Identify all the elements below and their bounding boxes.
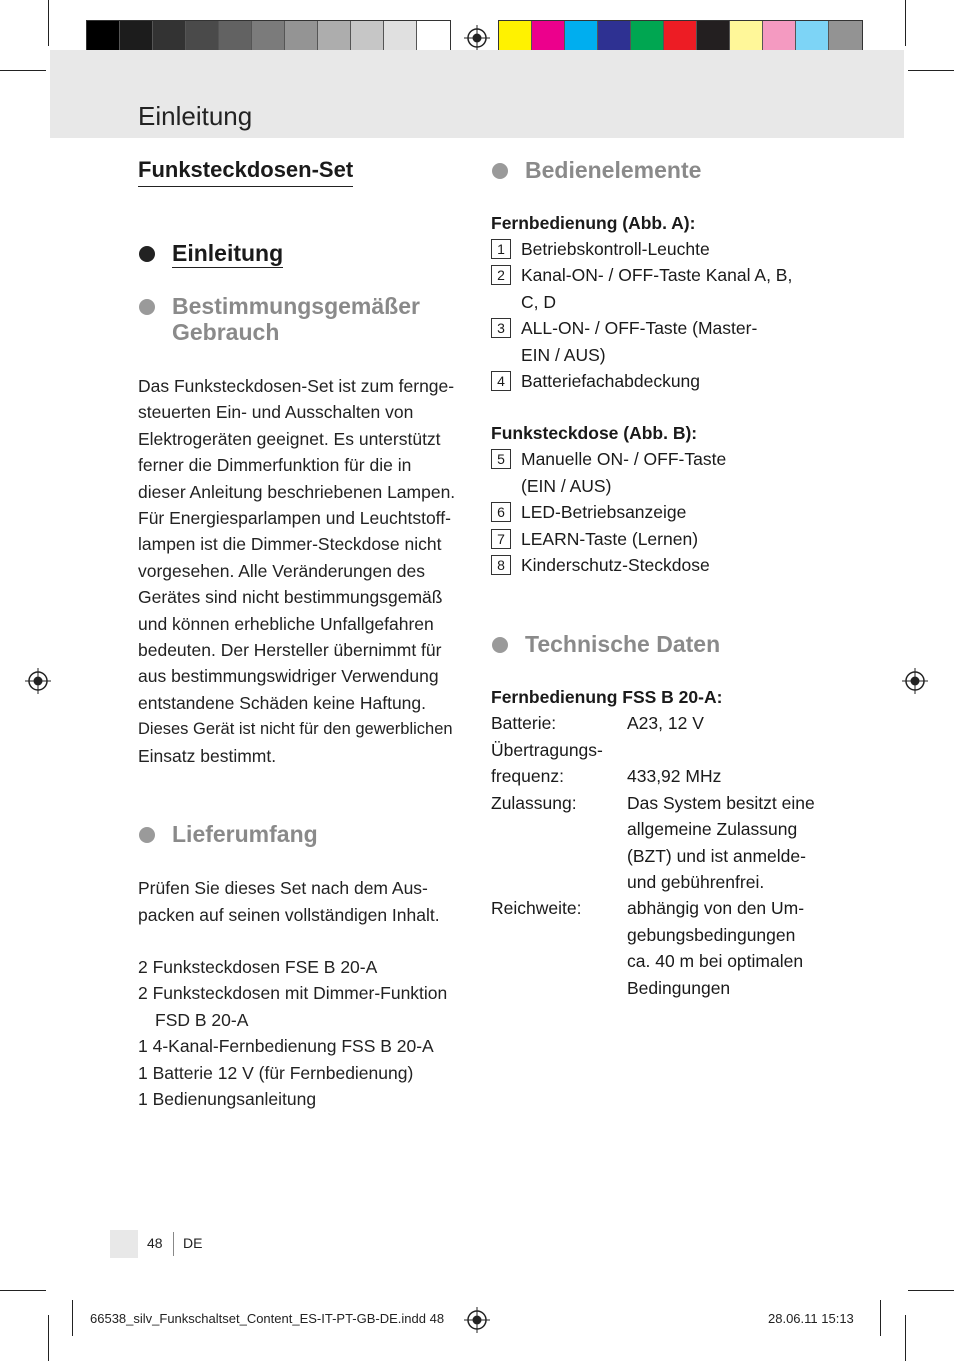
- section-heading-technical-data: Technische Daten: [491, 631, 831, 657]
- paragraph-line: Gerätes sind nicht bestimmungsgemäß: [138, 587, 443, 608]
- list-item: FSD B 20-A: [155, 1009, 249, 1030]
- spec-value-line: abhängig von den Um-: [627, 898, 805, 919]
- list-item: 1 Bedienungsanleitung: [138, 1088, 317, 1109]
- part-number: 8: [491, 555, 511, 575]
- paragraph-line: Dieses Gerät ist nicht für den gewerblichen: [138, 720, 453, 739]
- part-label: [521, 446, 831, 499]
- spec-value: [627, 737, 831, 763]
- spec-key: frequenz:: [491, 766, 564, 787]
- spec-value: [627, 763, 831, 789]
- intended-use-paragraph: [138, 373, 468, 769]
- part-label: [521, 526, 831, 552]
- list-item: 1 Batterie 12 V (für Fernbedienung): [138, 1062, 414, 1083]
- paragraph-line: lampen ist die Dimmer-Steckdose nicht: [138, 534, 442, 555]
- spec-key: Zulassung:: [491, 792, 577, 813]
- page-number: 48: [147, 1235, 163, 1251]
- part-number: 5: [491, 449, 511, 469]
- page-number-tab: [110, 1230, 138, 1258]
- spec-value: [627, 710, 831, 736]
- part-item: [491, 368, 831, 394]
- part-item: [491, 499, 831, 525]
- paragraph-line: Elektrogeräten geeignet. Es unterstützt: [138, 428, 441, 449]
- crop-mark: [0, 1290, 46, 1291]
- part-label-line: ALL-ON- / OFF-Taste (Master-: [521, 318, 758, 339]
- crop-mark: [48, 1315, 49, 1361]
- spec-row: [491, 710, 831, 736]
- language-code: DE: [183, 1235, 203, 1251]
- spec-value-line: [627, 737, 831, 763]
- spec-row: [491, 737, 831, 763]
- part-label-line: LEARN-Taste (Lernen): [521, 528, 699, 549]
- section-heading-controls: Bedienelemente: [491, 157, 831, 183]
- paragraph-line: Für Energiesparlampen und Leuchtstoff-: [138, 508, 451, 529]
- part-label: [521, 236, 831, 262]
- paragraph-line: Prüfen Sie dieses Set nach dem Aus-: [138, 878, 428, 899]
- list-item: 2 Funksteckdosen FSE B 20-A: [138, 956, 378, 977]
- crop-mark: [905, 1315, 906, 1361]
- part-number: 7: [491, 529, 511, 549]
- part-label-line: C, D: [521, 291, 556, 312]
- part-item: [491, 526, 831, 552]
- paragraph-line: aus bestimmungswidriger Verwendung: [138, 666, 439, 687]
- product-heading: Funksteckdosen-Set: [138, 155, 353, 187]
- paragraph-line: Einsatz bestimmt.: [138, 745, 277, 766]
- part-label-line: Kinderschutz-Steckdose: [521, 555, 710, 576]
- registration-mark-icon: [902, 668, 928, 694]
- left-column: [138, 150, 468, 1112]
- part-item: [491, 552, 831, 578]
- part-number: 1: [491, 239, 511, 259]
- part-number: 3: [491, 318, 511, 338]
- spec-row: [491, 790, 831, 896]
- part-label-line: Batteriefachabdeckung: [521, 371, 701, 392]
- paragraph-line: dieser Anleitung beschriebenen Lampen.: [138, 481, 456, 502]
- scope-intro-paragraph: [138, 875, 468, 928]
- part-label-line: LED-Betriebsanzeige: [521, 502, 687, 523]
- paragraph-line: Das Funksteckdosen-Set ist zum fernge-: [138, 376, 455, 396]
- paragraph-line: und können erhebliche Unfallgefahren: [138, 613, 434, 634]
- spec-value-line: gebungsbedingungen: [627, 924, 796, 945]
- list-item: 1 4-Kanal-Fernbedienung FSS B 20-A: [138, 1036, 434, 1057]
- remote-control-parts-list: [491, 236, 831, 394]
- slug-file-name: 66538_silv_Funkschaltset_Content_ES-IT-PT-GB-DE.indd 48: [90, 1311, 445, 1326]
- part-label: [521, 262, 831, 315]
- list-item: 2 Funksteckdosen mit Dimmer-Funktion: [138, 983, 448, 1004]
- remote-control-heading: Fernbedienung (Abb. A):: [491, 213, 696, 233]
- part-label-line: Manuelle ON- / OFF-Taste: [521, 449, 727, 470]
- crop-mark: [908, 1290, 954, 1291]
- part-label: [521, 315, 831, 368]
- spec-value-line: und gebührenfrei.: [627, 871, 765, 892]
- spec-key: Reichweite:: [491, 898, 582, 919]
- spec-row: [491, 895, 831, 1001]
- part-label: [521, 499, 831, 525]
- spec-value-line: 433,92 MHz: [627, 766, 722, 787]
- spec-value-line: ca. 40 m bei optimalen: [627, 951, 804, 972]
- part-label-line: EIN / AUS): [521, 344, 606, 365]
- slug-date: 28.06.11 15:13: [768, 1311, 854, 1326]
- paragraph-line: ferner die Dimmerfunktion für die in: [138, 455, 412, 476]
- paragraph-line: packen auf seinen vollständigen Inhalt.: [138, 904, 440, 925]
- section-heading-einleitung: Einleitung: [138, 240, 468, 266]
- paragraph-line: entstandene Schäden keine Haftung.: [138, 692, 426, 713]
- footer-divider: [173, 1232, 174, 1256]
- part-number: 6: [491, 502, 511, 522]
- spec-key: Übertragungs-: [491, 739, 603, 760]
- crop-mark: [908, 70, 954, 71]
- crop-mark: [72, 1300, 73, 1336]
- bullet-icon: [139, 246, 155, 262]
- technical-data-table: [491, 710, 831, 1000]
- part-label-line: (EIN / AUS): [521, 475, 612, 496]
- crop-mark: [0, 70, 46, 71]
- paragraph-line: bedeuten. Der Hersteller übernimmt für: [138, 640, 442, 661]
- section-heading-intended-use: Bestimmungsgemäßer Gebrauch: [138, 293, 468, 345]
- part-label: [521, 552, 831, 578]
- part-label-line: Kanal-ON- / OFF-Taste Kanal A, B,: [521, 265, 793, 286]
- spec-value-line: A23, 12 V: [627, 713, 704, 734]
- spec-value-line: allgemeine Zulassung: [627, 819, 798, 840]
- bullet-icon: [492, 637, 508, 653]
- socket-heading: Funksteckdose (Abb. B):: [491, 423, 698, 444]
- bullet-icon: [139, 827, 155, 843]
- part-item: [491, 236, 831, 262]
- registration-mark-icon: [464, 25, 490, 51]
- bullet-icon: [139, 299, 155, 315]
- technical-data-heading: Fernbedienung FSS B 20-A:: [491, 687, 723, 708]
- right-column: [491, 150, 831, 1001]
- crop-mark: [880, 1300, 881, 1336]
- part-item: [491, 315, 831, 368]
- spec-value-line: Bedingungen: [627, 977, 731, 998]
- spec-value: [627, 895, 831, 1001]
- crop-mark: [905, 0, 906, 46]
- spec-value-line: (BZT) und ist anmelde-: [627, 845, 806, 866]
- registration-mark-icon: [25, 668, 51, 694]
- part-label-line: Betriebskontroll-Leuchte: [521, 239, 710, 259]
- bullet-icon: [492, 163, 508, 179]
- spec-row: [491, 763, 831, 789]
- part-item: [491, 262, 831, 315]
- spec-key: Batterie:: [491, 713, 557, 734]
- paragraph-line: steuerten Ein- und Ausschalten von: [138, 402, 414, 423]
- page-title: Einleitung: [138, 101, 253, 131]
- section-heading-scope-of-delivery: Lieferumfang: [138, 821, 468, 847]
- socket-parts-list: [491, 446, 831, 578]
- paragraph-line: vorgesehen. Alle Veränderungen des: [138, 560, 426, 581]
- spec-value: [627, 790, 831, 896]
- part-number: 2: [491, 265, 511, 285]
- crop-mark: [48, 0, 49, 46]
- registration-mark-icon: [464, 1307, 490, 1333]
- spec-value-line: Das System besitzt eine: [627, 792, 815, 813]
- scope-item-list: [138, 954, 468, 1112]
- part-number: 4: [491, 371, 511, 391]
- part-item: [491, 446, 831, 499]
- part-label: [521, 368, 831, 394]
